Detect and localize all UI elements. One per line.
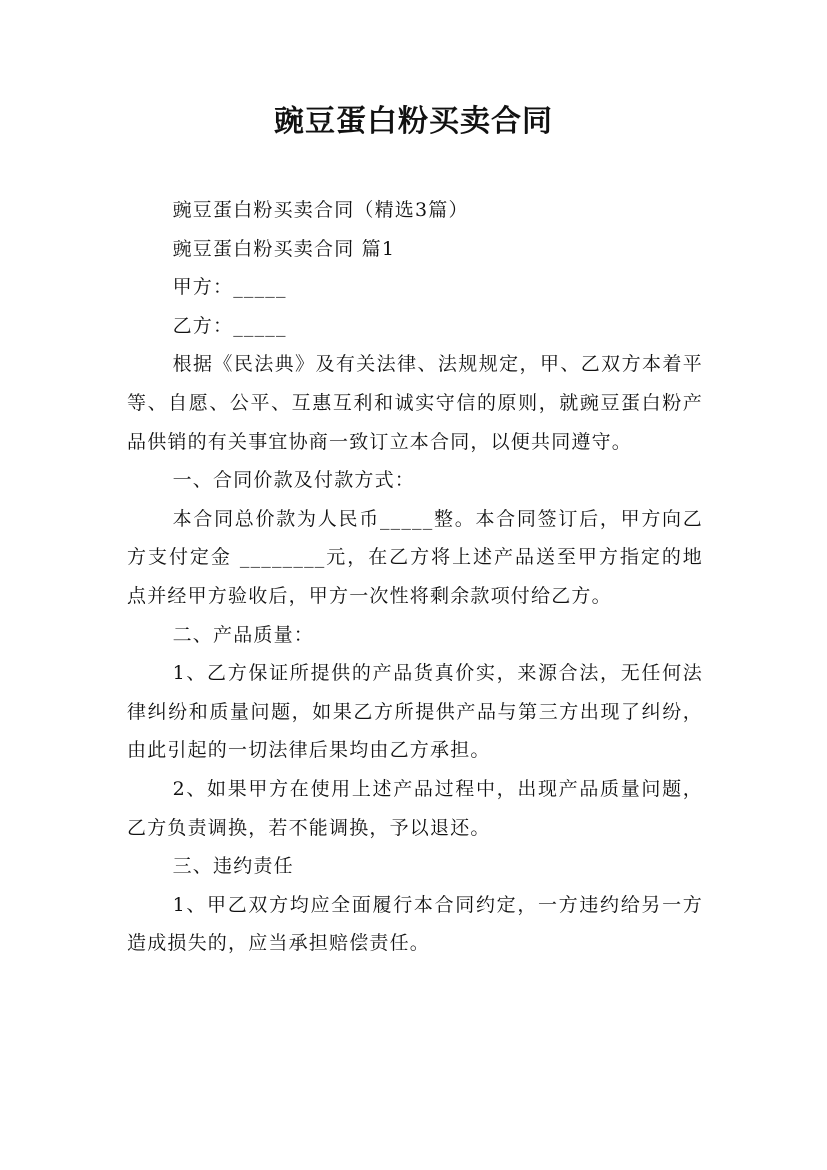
liability-item-1: 1、甲乙双方均应全面履行本合同约定，一方违约给另一方造成损失的，应当承担赔偿责任。 <box>127 893 703 955</box>
clause-heading-price-payment: 一、合同价款及付款方式： <box>172 469 415 492</box>
document-body <box>127 191 703 963</box>
party-a-line: 甲方：_____ <box>172 276 287 299</box>
section-heading-part-1: 豌豆蛋白粉买卖合同 篇1 <box>172 237 396 260</box>
preamble-paragraph: 根据《民法典》及有关法律、法规规定，甲、乙双方本着平等、自愿、公平、互惠互利和诚实守信的原则，就豌豆蛋白粉产品供销的有关事宜协商一致订立本合同，以便共同遵守。 <box>127 353 703 453</box>
quality-item-1: 1、乙方保证所提供的产品货真价实，来源合法，无任何法律纠纷和质量问题，如果乙方所提供产品与第三方出现了纠纷，由此引起的一切法律后果均由乙方承担。 <box>127 662 703 762</box>
clause-heading-liability: 三、违约责任 <box>172 855 294 878</box>
quality-item-2: 2、如果甲方在使用上述产品过程中，出现产品质量问题，乙方负责调换，若不能调换，予以退还。 <box>127 777 703 839</box>
document-title: 豌豆蛋白粉买卖合同 <box>274 104 553 139</box>
clause-heading-quality: 二、产品质量： <box>172 623 314 646</box>
price-payment-paragraph: 本合同总价款为人民币_____整。本合同签订后，甲方向乙方支付定金 ________元，在乙方将上述产品送至甲方指定的地点并经甲方验收后，甲方一次性将剩余款项付给乙方。 <box>127 507 703 607</box>
subtitle-selected-3: 豌豆蛋白粉买卖合同（精选3篇） <box>172 199 469 221</box>
party-b-line: 乙方：_____ <box>172 314 287 337</box>
